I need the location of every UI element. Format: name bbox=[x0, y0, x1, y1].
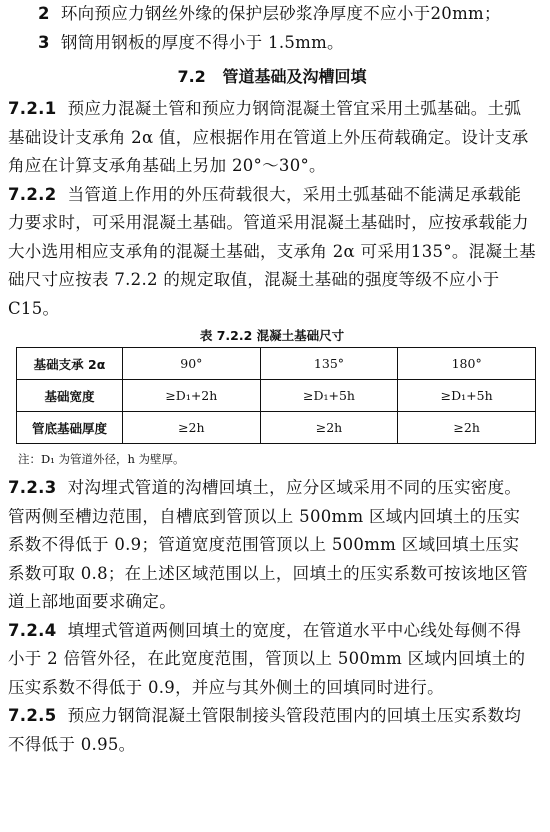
table-row bbox=[17, 380, 536, 412]
table-cell: ≥2h bbox=[123, 412, 261, 444]
table-cell: 管底基础厚度 bbox=[17, 412, 123, 444]
table-cell: 基础支承 2α bbox=[17, 348, 123, 380]
table-note: 注：D₁ 为管道外径，h 为壁厚。 bbox=[18, 452, 185, 466]
item-number: 2 bbox=[38, 4, 50, 23]
item-text: 环向预应力钢丝外缘的保护层砂浆净厚度不应小于20mm； bbox=[60, 4, 501, 23]
clause-text: 当管道上作用的外压荷载很大，采用土弧基础不能满足承载能力要求时，可采用混凝土基础。管道采用混凝土基础时，应按承载能力大小选用相应支承角的混凝土基础，支承角 2α 可采用135°。混凝土基础尺寸应按表 7.2.2 的规定取值，混凝土基础的强度等级不应小于 C15。 bbox=[8, 184, 536, 318]
table-cell: 基础宽度 bbox=[17, 380, 123, 412]
section-number: 7.2 bbox=[177, 67, 206, 86]
clause-number: 7.2.2 bbox=[8, 184, 57, 204]
item-number: 3 bbox=[38, 32, 50, 52]
clause-number: 7.2.5 bbox=[8, 706, 57, 725]
section-title: 管道基础及沟槽回填 bbox=[222, 67, 367, 86]
table-row bbox=[17, 412, 536, 444]
section-heading bbox=[8, 63, 536, 91]
table-cell: ≥D₁+5h bbox=[260, 380, 398, 412]
clause-text: 对沟埋式管道的沟槽回填土，应分区域采用不同的压实密度。管两侧至槽边范围，自槽底到管顶以上 500mm 区域内回填土的压实系数不得低于 0.9；管道宽度范围管顶以上 500mm 区域回填土压实系数可取 0.8；在上述区域范围以上，回填土的压实系数可按该地区管道上部地面要求确定。 bbox=[8, 478, 528, 611]
clause-text: 预应力钢筒混凝土管限制接头管段范围内的回填土压实系数均不得低于 0.95。 bbox=[8, 706, 522, 754]
clause-7-2-1 bbox=[8, 95, 536, 181]
list-item-3 bbox=[8, 29, 536, 58]
clause-7-2-4 bbox=[8, 617, 536, 703]
table-cell: ≥2h bbox=[398, 412, 536, 444]
table-cell: 90° bbox=[123, 348, 261, 380]
clause-text: 预应力混凝土管和预应力钢筒混凝土管宜采用土弧基础。土弧基础设计支承角 2α 值，应根据作用在管道上外压荷载确定。设计支承角应在计算支承角基础上另加 20°～30°。 bbox=[8, 99, 529, 175]
table-cell: 180° bbox=[398, 348, 536, 380]
clause-7-2-5 bbox=[8, 702, 536, 759]
clause-number: 7.2.3 bbox=[8, 478, 57, 497]
clause-text: 填埋式管道两侧回填土的宽度，在管道水平中心线处每侧不得小于 2 倍管外径，在此宽度范围，管顶以上 500mm 区域内回填土的压实系数不得低于 0.9，并应与其外侧土的回填同时进行。 bbox=[8, 620, 526, 697]
table-cell: ≥D₁+5h bbox=[398, 380, 536, 412]
table-cell: 135° bbox=[260, 348, 398, 380]
list-item-2 bbox=[8, 0, 536, 29]
clause-7-2-2 bbox=[8, 181, 536, 324]
item-text: 钢筒用钢板的厚度不得小于 1.5mm。 bbox=[60, 32, 344, 52]
table-cell: ≥D₁+2h bbox=[123, 380, 261, 412]
table-row bbox=[17, 348, 536, 380]
foundation-size-table bbox=[16, 347, 536, 444]
table-title: 表 7.2.2 混凝土基础尺寸 bbox=[199, 328, 345, 343]
clause-number: 7.2.1 bbox=[8, 99, 57, 118]
clause-7-2-3 bbox=[8, 474, 536, 617]
table-cell: ≥2h bbox=[260, 412, 398, 444]
clause-number: 7.2.4 bbox=[8, 620, 57, 640]
